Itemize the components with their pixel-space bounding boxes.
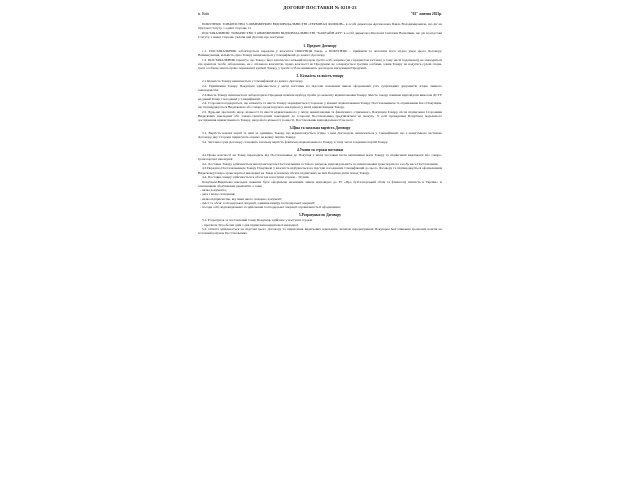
section-paragraph: 2.4. Сторони погоджуються, що кількість та якість Товару перевіряється Стороною у момент відвантаження Товару Постачальником та отриманням його Покупцем, що підтверджується Видатковою або товаро-транспортною накладною у місці відвантаження Товару.: [198, 101, 442, 110]
section-title: 4.Умови та строки поставки: [297, 148, 343, 153]
section-paragraph: 2.5. Будь-які претензії, щодо кількості та якості відвантаженого у місці навантаження та фактичного отриманого Покупцем Товару, після підписання Сторонами Видаткових накладних або товаро-транспортних накладних до Сторони Постачальника пред'являтися не можуть. У разі проведення Покупцем подальшого дослідження відвантаженого Товару, щодо його кількості та якості, Постачальник відповідальності не несе.: [198, 109, 442, 123]
section-paragraph: 1.1. ПОСТАЧАЛЬНИК зобов'язується передати у власність ПОКУПЦЯ Товар, а ПОКУПЕЦЬ – прийняти та оплатити його згідно умов цього Договору. Найменування, кількість, ціна Товару визначаються у Специфікації до даного Договору.: [198, 49, 442, 58]
section-title: 3.Ціна та загальна вартість Договору: [289, 126, 351, 131]
section-paragraph: - протягом 30 робочих днів з дня підписання видаткової накладної.: [202, 222, 299, 227]
contract-document: [198, 6, 442, 236]
section-title: 1. Предмет Договору: [303, 44, 337, 49]
section-1: [198, 44, 442, 70]
section-paragraph: 5.1. Розрахунок за поставлений товар Покупець здійснює у наступні строки:: [202, 217, 313, 222]
document-date: "02" жовтня 2023р.: [410, 12, 442, 17]
section-paragraph: 2.1 Кількість Товару визначається у Специфікації до даного Договору.: [202, 79, 304, 84]
section-paragraph: 3.1. Вартість кожної партії та ціна за одиницю Товару, що відвантажується згідно з цим Договором, визначається у Специфікації, що є невід'ємною частиною Договору, яку Сторони підписують окремо на кожну партію Товару.: [198, 131, 442, 140]
section-4: [198, 148, 442, 209]
list-item: - дата і місце складання;: [200, 192, 236, 197]
section-2: [198, 74, 442, 122]
section-paragraph: 2.3.Якість Товару визначається лабораторією Продавця шляхом відбору проби до моменту відвантаження Товару. Якість товару повинна відповідати вимогам ДСТУ на даний Товар і погоджені у Специфікації.: [198, 92, 442, 101]
section-paragraph: 5.2. Оплата здійснюється на підставі цього Договору та підписання видаткових накладних, шляхом перерахування Покупцем безготівкових грошових коштів на поточний рахунок Постачальника.: [198, 227, 442, 236]
section-title: 5.Розрахунки по Договору: [298, 212, 342, 217]
section-paragraph: Покупцем.Видаткова накладна повинна бути оформлена належним чином відповідно до ЗУ «Про бухгалтерський облік та фінансову звітність в Україні» із зазначенням обов'язкових реквізитів, а саме:: [198, 179, 442, 188]
section-paragraph: 4.3.Передача Постачальником Товару Покупцеві у власність відбувається на підставі погоджених Специфікацій до цього Договору та підтверджується оформленням Видатковој/товаро-транспортної накладної на Товар в повному обсязі, підписаних не ім'я Покупця діяти понад Товару.: [198, 166, 442, 175]
date-row: [198, 12, 442, 16]
section-5: [198, 213, 442, 235]
intro: [198, 22, 442, 39]
document-city: м. Київ: [198, 12, 210, 17]
section-paragraph: 2.2. Приймання Товару Покупцем здійснюється у місці поставки на підставі належним чином оформлених усіх супровідних документів згідно чинного законодавства.: [198, 83, 442, 92]
list-item: - назва документа;: [200, 188, 227, 193]
section-paragraph: 4.4. Поставка товару здійснюється в об'єм так в наступні строки – 30 днів.: [202, 175, 310, 180]
document-title: ДОГОВІР ПОСТАВКИ № 0210-23: [283, 5, 357, 10]
list-item: - зміст та обсяг господарської операції, одиниць виміру господарської операції;: [200, 200, 315, 205]
section-paragraph: 4.2. Доставка Товару здійснюється автотранспортом Постачальника за її його рахунок, відповідальність за навантаження транспортного засобу несе Постачальник.: [202, 161, 439, 166]
section-title: 2. Кількість та якість товару: [296, 74, 344, 79]
section-paragraph: 1.2. ПОСТАЧАЛЬНИК гарантує, що Товар є його власністю і вільний від прав третіх осіб, зокрема (не є предметом застави ( в тому числі податкової), не знаходиться під арештом та/або заборонною, не є спільною власністю, право власності на Продукцію не оскаржується третіми особами, однак Товару не надутися судові спори, треті особи не мають право переважної купівлі Товару, у третіх осіб не виникають договором відчуження Продукції.: [198, 57, 442, 71]
intro-paragraph: ПОКУПЕЦЬ: ТОВАРИСТВО З ОБМЕЖЕНОЮ ВІДПОВІДАЛЬНІСТЮ «ТЕРМІНАЛ ФОРДОН», в особі директора Артамонова Павла Володимировича, що діє на підставі Статуту, з однієї сторони, та: [198, 22, 442, 31]
intro-paragraph: ПОСТАЧАЛЬНИК: ТОВАРИСТВО З ОБМЕЖЕНОЮ ВІДПОВІДАЛЬНІСТЮ "ХАФТАЙН АРТ" в особі директора Масленої Світлани Василівни, що діє на підставі Статуту, з іншої сторони, уклали цей Договір про наступне:: [198, 30, 442, 39]
section-3: [198, 126, 442, 144]
list-item: - назва підприємства, від імені якого складено документ;: [200, 196, 283, 201]
list-item: - посади осіб, відповідальних за здійснення господарської операції і правильність її оформлення;: [200, 204, 341, 209]
section-paragraph: 3.2. Загальна сума Договору становить загальну вартість фактично відвантаженого Товару, в тому числі і окремих партій Товару.: [202, 139, 389, 144]
section-paragraph: 4.1.Право власності на Товар переходить від Постачальника до Покупця у місці поставки після визначення маси Товару та підписання видаткової або товаро-транспортної накладної.: [198, 153, 442, 162]
